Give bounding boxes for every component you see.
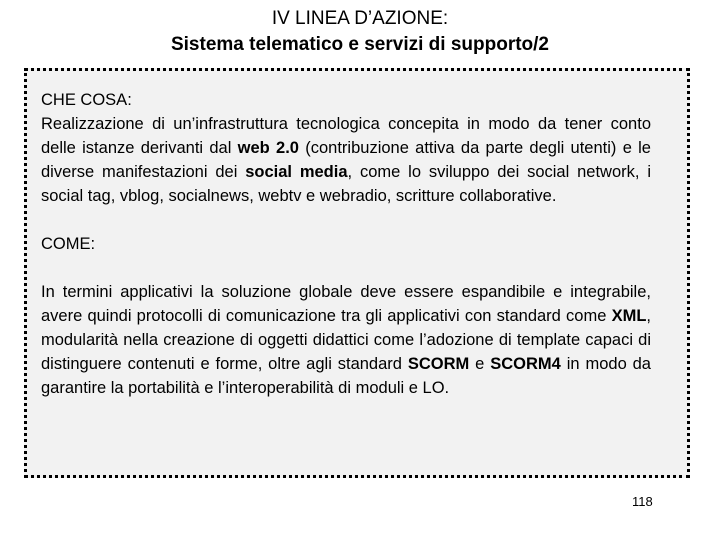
che-cosa-label: CHE COSA: [41, 91, 128, 109]
come-bold-scorm: SCORM: [407, 355, 470, 373]
che-cosa-text-3: , come lo sviluppo dei social network, i social tag, vblog, socialnews, webtv e webradio, scritture collaborative.: [41, 163, 651, 205]
come-bold-xml: XML: [611, 307, 647, 325]
come-text-3: e: [469, 355, 491, 373]
che-cosa-text-1: Realizzazione di un’infrastruttura tecnologica concepita in modo da tener conto delle istanze derivanti dal: [41, 115, 651, 157]
content-box: [24, 68, 690, 478]
come-paragraph: [41, 280, 651, 400]
che-cosa-colon: :: [127, 91, 132, 109]
page-number: 118: [632, 494, 653, 509]
come-colon: :: [90, 235, 96, 253]
come-text-2: , modularità nella creazione di oggetti didattici come l’adozione di template capaci di distinguere contenuti e forme, oltre agli standard: [41, 307, 651, 373]
spacer: [41, 256, 651, 280]
title-line-1: IV LINEA D’AZIONE:: [271, 8, 449, 29]
come-text-1: In termini applicativi la soluzione globale deve essere espandibile e integrabile, avere quindi protocolli di comunicazione tra gli applicativi con standard come: [41, 283, 651, 325]
title-line-2: Sistema telematico e servizi di supporto/2: [170, 34, 549, 55]
content-text: [41, 88, 651, 400]
come-heading: [41, 232, 651, 256]
slide-title: [0, 6, 720, 58]
spacer: [41, 208, 651, 232]
che-cosa-heading: [41, 88, 651, 112]
che-cosa-bold-web20: web 2.0: [237, 139, 299, 157]
che-cosa-bold-social-media: social media: [245, 163, 348, 181]
come-text-4: in modo da garantire la portabilità e l’interoperabilità di moduli e LO.: [41, 355, 651, 397]
come-label: COME: [41, 235, 91, 253]
che-cosa-text-2: (contribuzione attiva da parte degli utenti) e le diverse manifestazioni dei: [41, 139, 651, 181]
come-bold-scorm4: SCORM4: [490, 355, 561, 373]
che-cosa-paragraph: [41, 112, 651, 208]
